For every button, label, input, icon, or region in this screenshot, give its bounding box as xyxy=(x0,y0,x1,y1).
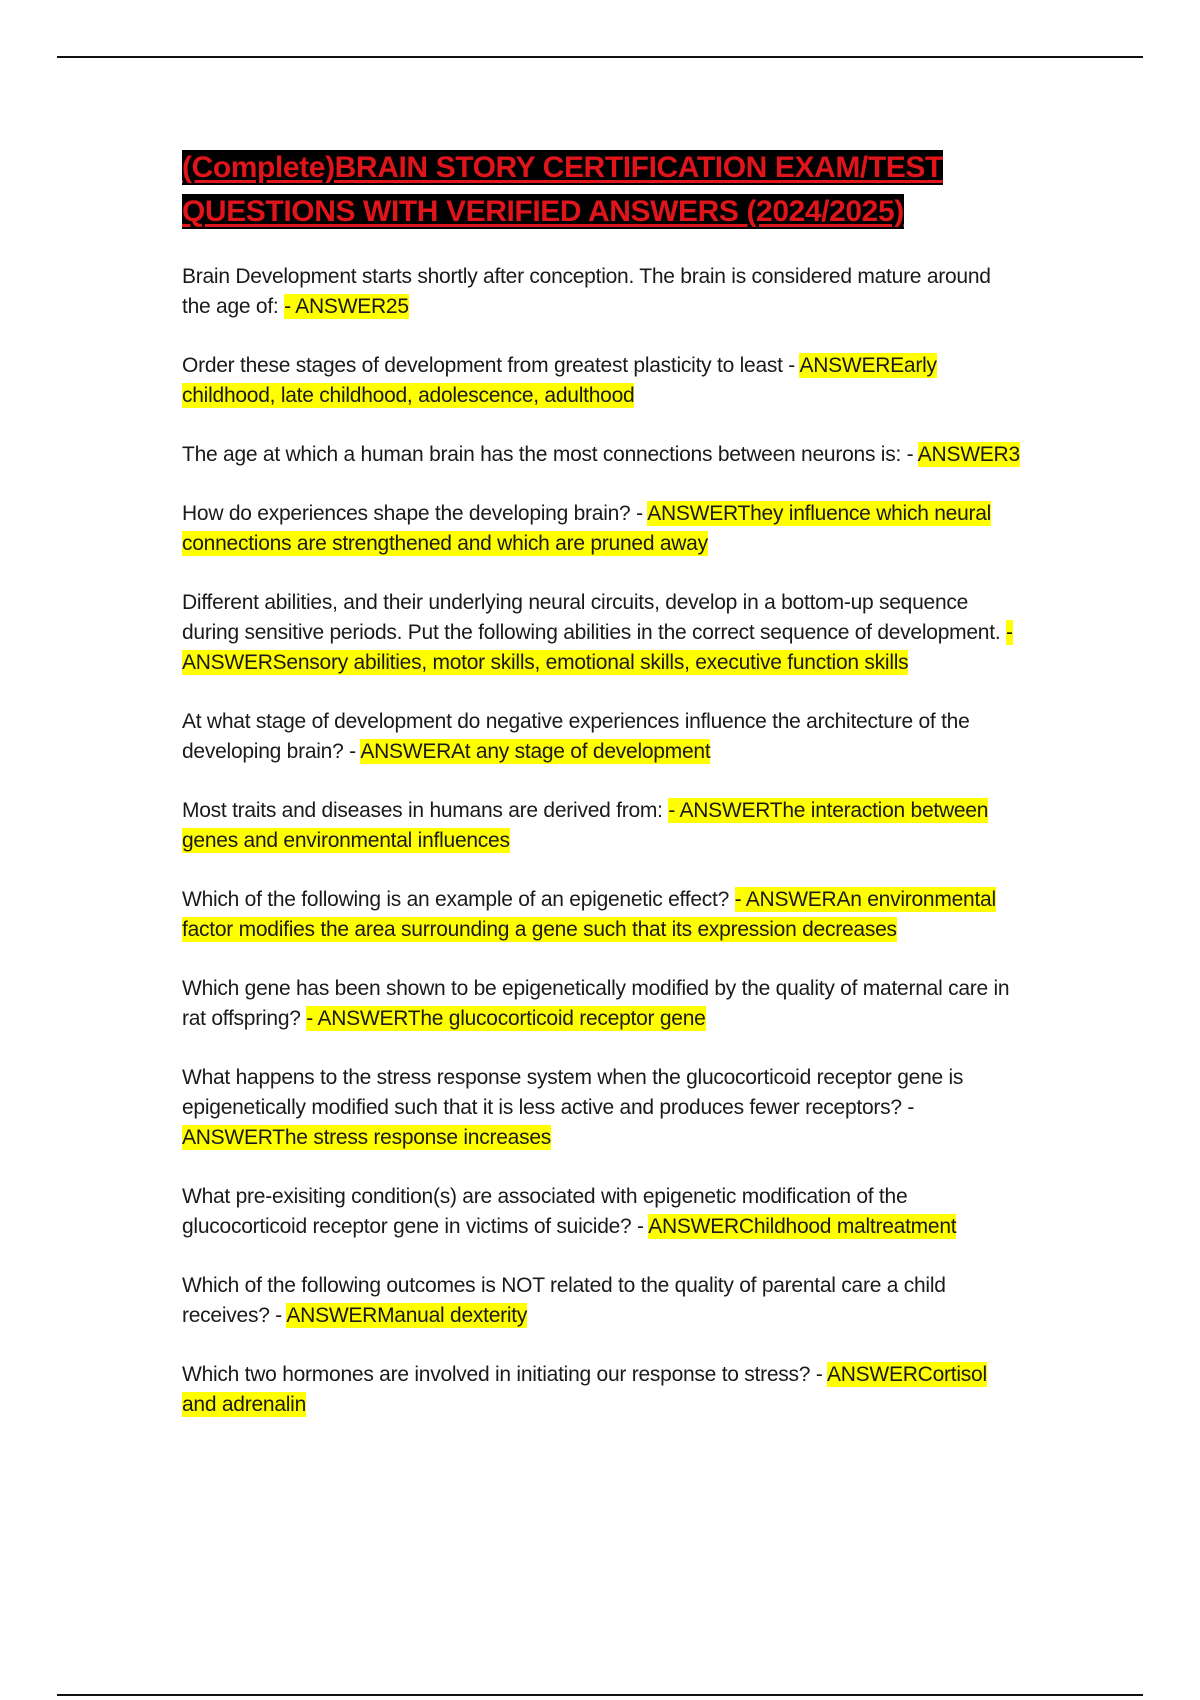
answer-text: ANSWER3 xyxy=(917,443,1020,466)
qa-item xyxy=(182,1271,1022,1331)
qa-item xyxy=(182,588,1022,678)
question-text: Different abilities, and their underlying neural circuits, develop in a bottom-up sequence during sensitive periods. Put the following abilities in the correct sequence of development. xyxy=(182,591,1006,644)
answer-text: - ANSWERThe interaction between genes and environmental influences xyxy=(182,799,989,852)
question-text: Brain Development starts shortly after conception. The brain is considered mature around the age of: xyxy=(182,265,991,318)
question-text: What happens to the stress response system when the glucocorticoid receptor gene is epigenetically modified such that it is less active and produces fewer receptors? - xyxy=(182,1066,964,1119)
question-text: Which of the following is an example of an epigenetic effect? xyxy=(182,888,735,911)
answer-text: - ANSWERAn environmental factor modifies the area surrounding a gene such that its expression decreases xyxy=(182,888,996,941)
question-text: Most traits and diseases in humans are derived from: xyxy=(182,799,669,822)
answer-text: ANSWERCortisol and adrenalin xyxy=(182,1363,987,1416)
document-body xyxy=(182,146,1022,1449)
question-text: At what stage of development do negative experiences influence the architecture of the developing brain? - xyxy=(182,710,970,763)
qa-item xyxy=(182,1063,1022,1153)
answer-text: ANSWERManual dexterity xyxy=(286,1304,528,1327)
qa-item xyxy=(182,1182,1022,1242)
answer-text: ANSWERChildhood maltreatment xyxy=(648,1215,957,1238)
answer-text: ANSWERThe stress response increases xyxy=(182,1126,552,1149)
qa-item xyxy=(182,796,1022,856)
answer-text: - ANSWERThe glucocorticoid receptor gene xyxy=(306,1007,706,1030)
answer-text: - ANSWER25 xyxy=(284,295,409,318)
question-text: How do experiences shape the developing brain? - xyxy=(182,502,648,525)
document-title xyxy=(182,146,1022,234)
document-title-text: (Complete)BRAIN STORY CERTIFICATION EXAM/TEST QUESTIONS WITH VERIFIED ANSWERS (2024/2025) xyxy=(182,151,943,228)
header-rule xyxy=(57,56,1143,58)
qa-item xyxy=(182,351,1022,411)
qa-item xyxy=(182,262,1022,322)
question-text: Which two hormones are involved in initiating our response to stress? - xyxy=(182,1363,827,1386)
footer-rule xyxy=(57,1694,1143,1696)
answer-text: ANSWERThey influence which neural connections are strengthened and which are pruned away xyxy=(182,502,992,555)
question-text: What pre-exisiting condition(s) are associated with epigenetic modification of the glucocorticoid receptor gene in victims of suicide? - xyxy=(182,1185,908,1238)
qa-item xyxy=(182,707,1022,767)
question-text: Which of the following outcomes is NOT related to the quality of parental care a child receives? - xyxy=(182,1274,946,1327)
question-text: The age at which a human brain has the most connections between neurons is: - xyxy=(182,443,918,466)
qa-item xyxy=(182,1360,1022,1420)
question-text: Order these stages of development from greatest plasticity to least - xyxy=(182,354,800,377)
qa-item xyxy=(182,440,1022,470)
qa-item xyxy=(182,885,1022,945)
question-text: Which gene has been shown to be epigenetically modified by the quality of maternal care in rat offspring? xyxy=(182,977,1010,1030)
qa-item xyxy=(182,499,1022,559)
answer-text: ANSWERAt any stage of development xyxy=(360,740,711,763)
answer-text: ANSWEREarly childhood, late childhood, adolescence, adulthood xyxy=(182,354,937,407)
answer-text: - ANSWERSensory abilities, motor skills, emotional skills, executive function skills xyxy=(182,621,1013,674)
qa-item xyxy=(182,974,1022,1034)
